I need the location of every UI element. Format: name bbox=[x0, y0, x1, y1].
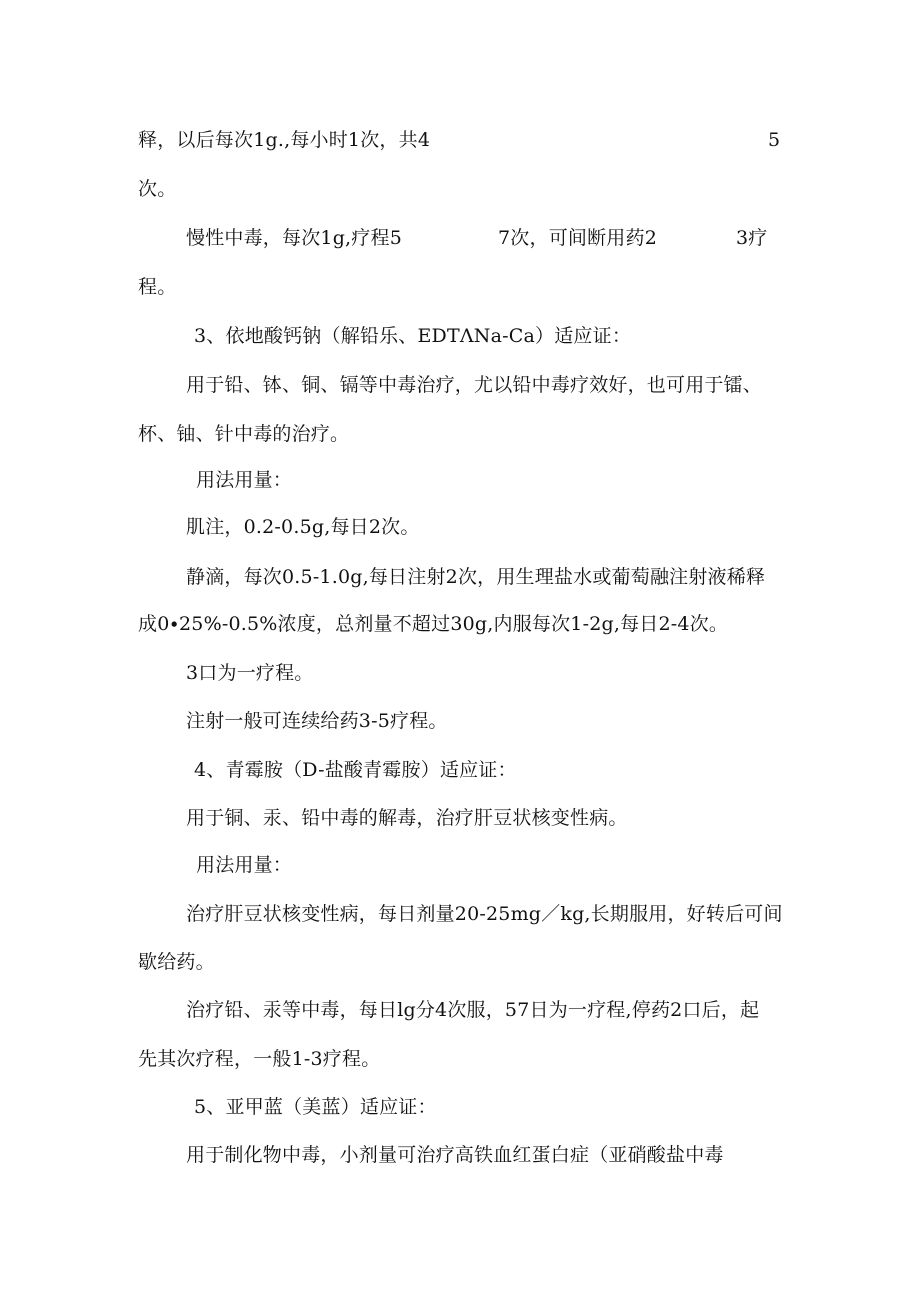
text-line-10: 静滴，每次0.5-1.0g,每日注射2次，用生理盐水或葡萄融注射液稀释 bbox=[186, 566, 766, 588]
text-line-11: 成0∙25%-0.5%浓度，总剂量不超过30g,内服每次1-2g,每日2-4次。 bbox=[138, 613, 729, 635]
text-line-6: 用于铅、钵、铜、镉等中毒治疗，尤以铅中毒疗效好，也可用于镭、 bbox=[186, 374, 763, 396]
text-line-3 bbox=[186, 226, 786, 250]
text-line-13: 注射一般可连续给药3-5疗程。 bbox=[186, 710, 448, 732]
text-line-17: 治疗肝豆状核变性病，每日剂量20-25mg／kg,长期服用，好转后可间 bbox=[186, 903, 783, 925]
usage-heading-2: 用法用量： bbox=[196, 854, 293, 876]
section-heading-5: 5、亚甲蓝（美蓝）适应证： bbox=[194, 1096, 437, 1118]
text-line-3-part-b: 7次，可间断用药2 bbox=[498, 227, 657, 249]
text-line-4: 程。 bbox=[138, 276, 177, 298]
text-line-15: 用于铜、汞、铅中毒的解毒，治疗肝豆状核变性病。 bbox=[186, 807, 628, 829]
text-line-20: 先其次疗程，一般1-3疗程。 bbox=[138, 1048, 381, 1070]
usage-heading-1: 用法用量： bbox=[196, 469, 293, 491]
text-line-12: 3口为一疗程。 bbox=[186, 662, 314, 684]
text-line-19: 治疗铅、汞等中毒，每日lg分4次服，57日为一疗程,停药2口后，起 bbox=[186, 999, 760, 1021]
text-line-7: 杯、铀、针中毒的治疗。 bbox=[138, 423, 350, 445]
text-line-3-part-c: 3疗 bbox=[736, 227, 768, 249]
text-line-3-part-a: 慢性中毒，每次1g,疗程5 bbox=[186, 227, 402, 249]
text-line-1-part-a: 释，以后每次1g.,每小时1次，共4 bbox=[138, 129, 431, 151]
text-line-1-part-b: 5 bbox=[768, 129, 781, 151]
text-line-18: 歇给药。 bbox=[138, 951, 215, 973]
text-line-1 bbox=[138, 128, 798, 152]
text-line-9: 肌注，0.2-0.5g,每日2次。 bbox=[186, 516, 420, 538]
text-line-2: 次。 bbox=[138, 178, 177, 200]
text-line-22: 用于制化物中毒，小剂量可治疗高铁血红蛋白症（亚硝酸盐中毒 bbox=[186, 1144, 724, 1166]
section-heading-3: 3、依地酸钙钠（解铅乐、EDTΛNa-Ca）适应证： bbox=[194, 325, 632, 347]
section-heading-4: 4、青霉胺（D-盐酸青霉胺）适应证： bbox=[194, 759, 517, 781]
